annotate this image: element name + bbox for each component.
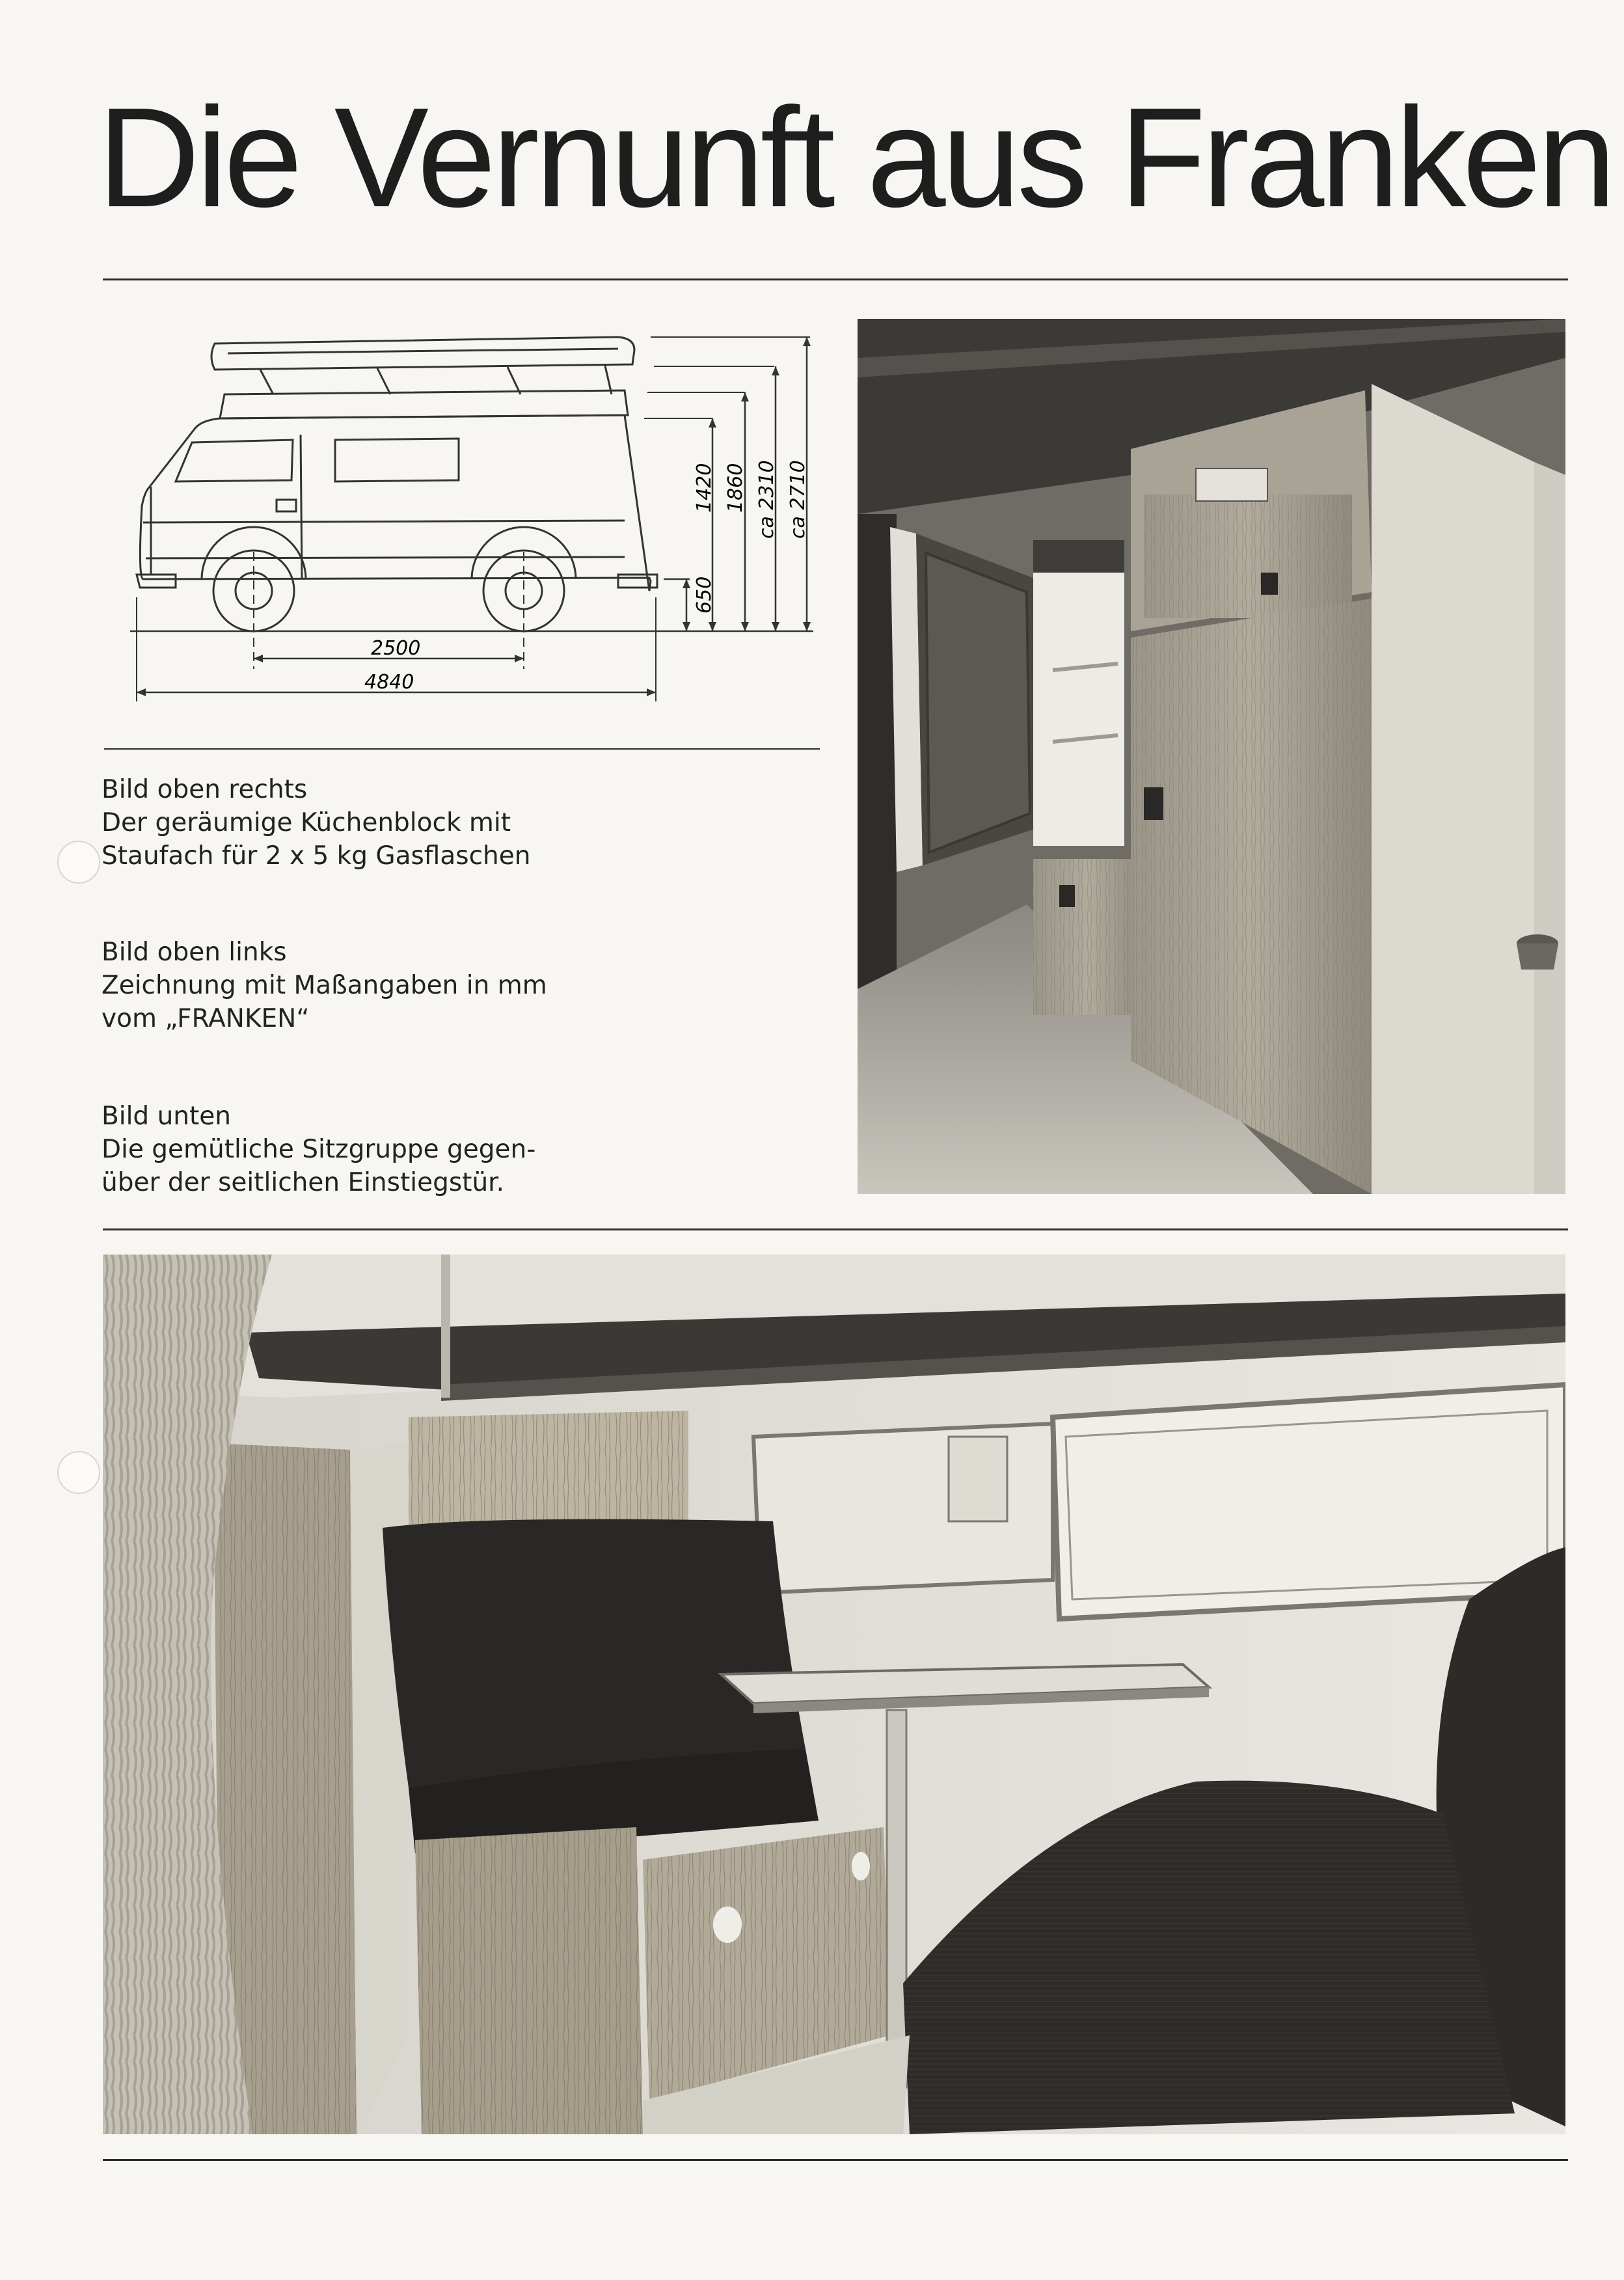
kitchen-photo-svg bbox=[858, 319, 1565, 1194]
title-divider bbox=[103, 278, 1568, 280]
caption-line: vom „FRANKEN“ bbox=[102, 1004, 310, 1033]
dim-ground-clearance: 650 bbox=[693, 576, 716, 614]
caption-top-right bbox=[102, 773, 785, 873]
caption-heading: Bild oben links bbox=[102, 938, 287, 967]
van-dimension-drawing bbox=[104, 318, 820, 708]
dim-rack-height: ca 2310 bbox=[755, 460, 778, 539]
seating-photo bbox=[103, 1255, 1565, 2134]
dim-length: 4840 bbox=[364, 671, 414, 694]
caption-heading: Bild unten bbox=[102, 1102, 232, 1131]
dim-roof-height: 1860 bbox=[724, 463, 747, 513]
front-wheel bbox=[213, 550, 294, 631]
punch-hole bbox=[57, 841, 100, 884]
van-drawing-svg bbox=[104, 318, 820, 708]
rear-wheel bbox=[483, 550, 564, 631]
caption-top-left bbox=[102, 936, 785, 1035]
caption-heading: Bild oben rechts bbox=[102, 775, 308, 804]
caption-line: Der geräumige Küchenblock mit bbox=[102, 808, 511, 837]
punch-hole bbox=[57, 1451, 100, 1494]
bottom-divider bbox=[103, 2159, 1568, 2161]
caption-line: Zeichnung mit Maßangaben in mm bbox=[102, 971, 547, 1000]
caption-line: Staufach für 2 x 5 kg Gasflaschen bbox=[102, 841, 531, 871]
middle-divider bbox=[103, 1228, 1568, 1230]
drawing-divider bbox=[104, 748, 820, 750]
caption-line: Die gemütliche Sitzgruppe gegen- bbox=[102, 1135, 536, 1164]
high-roof bbox=[220, 390, 628, 418]
caption-bottom bbox=[102, 1100, 785, 1199]
seating-photo-svg bbox=[103, 1255, 1565, 2134]
dim-total-height: ca 2710 bbox=[787, 460, 809, 539]
caption-line: über der seitlichen Einstiegstür. bbox=[102, 1168, 505, 1197]
page-title: Die Vernunft aus Franken bbox=[98, 79, 1613, 237]
kitchen-photo bbox=[858, 319, 1565, 1194]
dim-wheelbase: 2500 bbox=[371, 637, 421, 660]
dim-body-height: 1420 bbox=[693, 463, 716, 513]
